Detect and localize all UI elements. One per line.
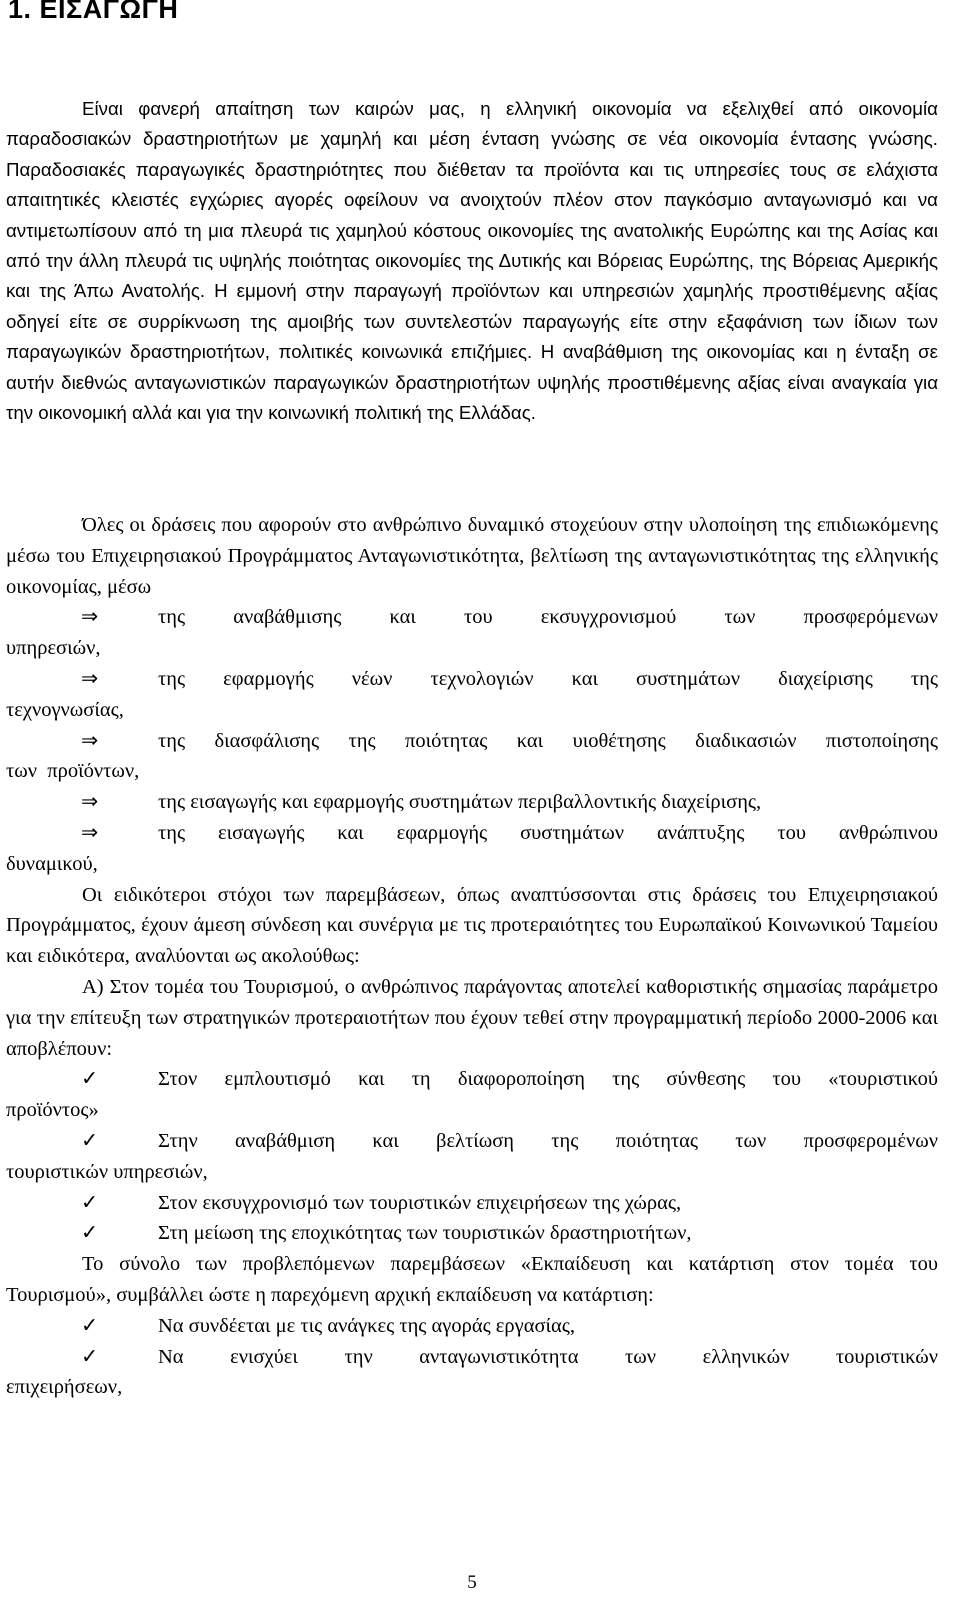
list-item-continuation: τεχνογνωσίας, xyxy=(6,698,124,721)
list-item-text: της εισαγωγής και εφαρμογής συστημάτων ανάπτυξης του ανθρώπινου xyxy=(158,821,938,844)
paragraph-training: Το σύνολο των προβλεπόμενων παρεμβάσεων «Εκπαίδευση και κατάρτιση στον τομέα του Τουρισμού», συμβάλλει ώστε η παρεχόμενη αρχική εκπαίδευση να κατάρτιση: xyxy=(6,1253,938,1306)
double-arrow-icon: ⇒ xyxy=(81,729,99,752)
check-list-item xyxy=(6,1126,938,1157)
arrow-list-item xyxy=(6,818,938,849)
checkmark-icon: ✓ xyxy=(81,1345,99,1368)
list-item-continuation: των προϊόντων, xyxy=(6,760,140,783)
list-item-text: Στη μείωση της εποχικότητας των τουριστικών δραστηριοτήτων, xyxy=(158,1222,692,1245)
arrow-list-item xyxy=(6,602,938,633)
check-list-item xyxy=(6,1188,938,1219)
list-item-text: της αναβάθμισης και του εκσυγχρονισμού των προσφερόμενων xyxy=(158,606,938,629)
arrow-list-item xyxy=(6,726,938,757)
document-body xyxy=(6,510,938,1403)
list-item-continuation: δυναμικού, xyxy=(6,852,98,875)
list-item-text: Στον εμπλουτισμό και τη διαφοροποίηση της σύνθεσης του «τουριστικού xyxy=(158,1068,938,1091)
section-heading: 1. ΕΙΣΑΓΩΓΗ xyxy=(8,0,179,24)
list-item-continuation: τουριστικών υπηρεσιών, xyxy=(6,1160,208,1183)
paragraph-actions: Όλες οι δράσεις που αφορούν στο ανθρώπινο δυναμικό στοχεύουν στην υλοποίηση της επιδιωκόμενης μέσω του Επιχειρησιακού Προγράμματος Ανταγωνιστικότητα, βελτίωση της ανταγωνιστικότητας της ελληνικής οικονομίας, μέσω xyxy=(6,514,938,598)
checkmark-icon: ✓ xyxy=(81,1191,99,1214)
list-item-text: Να συνδέεται με τις ανάγκες της αγοράς εργασίας, xyxy=(158,1314,575,1337)
intro-paragraph: Είναι φανερή απαίτηση των καιρών μας, η ελληνική οικονομία να εξελιχθεί από οικονομία παραδοσιακών δραστηριοτήτων με χαμηλή και μέση ένταση γνώσης σε νέα οικονομία έντασης γνώσης. Παραδοσιακές παραγωγικές δραστηριότητες που διέθεταν τα προϊόντα και τις υπηρεσίες τους σε ελάχιστα απαιτητικές κλειστές εγχώριες αγορές οφείλουν να ανοιχτούν πλέον στον παγκόσμιο ανταγωνισμό και να αντιμετωπίσουν από τη μια πλευρά τις χαμηλού κόστους οικονομίες της ανατολικής Ευρώπης και της Ασίας και από την άλλη πλευρά τις υψηλής ποιότητας οικονομίες της Δυτικής και Βόρειας Ευρώπης, της Βόρειας Αμερικής και της Άπω Ανατολής. Η εμμονή στην παραγωγή προϊόντων και υπηρεσιών χαμηλής προστιθέμενης αξίας οδηγεί είτε σε συρρίκνωση της αμοιβής των συντελεστών παραγωγής είτε στην εξαφάνιση των ίδιων των παραγωγικών δραστηριοτήτων, πολιτικές κοινωνικά επιζήμιες. Η αναβάθμιση της οικονομίας και η ένταξη σε αυτήν διεθνώς ανταγωνιστικών παραγωγικών δραστηριοτήτων υψηλής προστιθέμενης αξίας είναι αναγκαία για την οικονομική αλλά και για την κοινωνική πολιτική της Ελλάδας. xyxy=(6,98,938,424)
list-item-continuation: προϊόντος» xyxy=(6,1099,99,1122)
arrow-list-item xyxy=(6,664,938,695)
check-list-item xyxy=(6,1311,938,1342)
checkmark-icon: ✓ xyxy=(81,1222,99,1245)
page-number: 5 xyxy=(467,1572,477,1593)
list-item-text: της εφαρμογής νέων τεχνολογιών και συστημάτων διαχείρισης της xyxy=(158,667,938,690)
list-item-text: Να ενισχύει την ανταγωνιστικότητα των ελληνικών τουριστικών xyxy=(158,1345,938,1368)
paragraph-tourism: Α) Στον τομέα του Τουρισμού, ο ανθρώπινος παράγοντας αποτελεί καθοριστικής σημασίας παράμετρο για την επίτευξη των στρατηγικών προτεραιοτήτων που έχουν τεθεί στην προγραμματική περίοδο 2000-2006 και αποβλέπουν: xyxy=(6,975,938,1060)
list-item-continuation: επιχειρήσεων, xyxy=(6,1376,123,1399)
arrow-list-item xyxy=(6,787,938,818)
check-list-item xyxy=(6,1218,938,1249)
double-arrow-icon: ⇒ xyxy=(81,606,99,629)
list-item-text: Στον εκσυγχρονισμό των τουριστικών επιχειρήσεων της χώρας, xyxy=(158,1191,682,1214)
double-arrow-icon: ⇒ xyxy=(81,667,99,690)
checkmark-icon: ✓ xyxy=(81,1314,99,1337)
double-arrow-icon: ⇒ xyxy=(81,821,99,844)
list-item-text: της διασφάλισης της ποιότητας και υιοθέτησης διαδικασιών πιστοποίησης xyxy=(158,729,938,752)
list-item-continuation: υπηρεσιών, xyxy=(6,637,101,660)
paragraph-objectives: Οι ειδικότεροι στόχοι των παρεμβάσεων, όπως αναπτύσσονται στις δράσεις του Επιχειρησιακού Προγράμματος, έχουν άμεση σύνδεση και συνέργια με τις προτεραιότητες του Ευρωπαϊκού Κοινωνικού Ταμείου και ειδικότερα, αναλύονται ως ακολούθως: xyxy=(6,883,938,968)
check-list-item xyxy=(6,1064,938,1095)
check-list-item xyxy=(6,1342,938,1373)
checkmark-icon: ✓ xyxy=(81,1068,99,1091)
checkmark-icon: ✓ xyxy=(81,1129,99,1152)
list-item-text: Στην αναβάθμιση και βελτίωση της ποιότητας των προσφερομένων xyxy=(158,1129,938,1152)
double-arrow-icon: ⇒ xyxy=(81,791,99,814)
list-item-text: της εισαγωγής και εφαρμογής συστημάτων περιβαλλοντικής διαχείρισης, xyxy=(158,791,762,814)
